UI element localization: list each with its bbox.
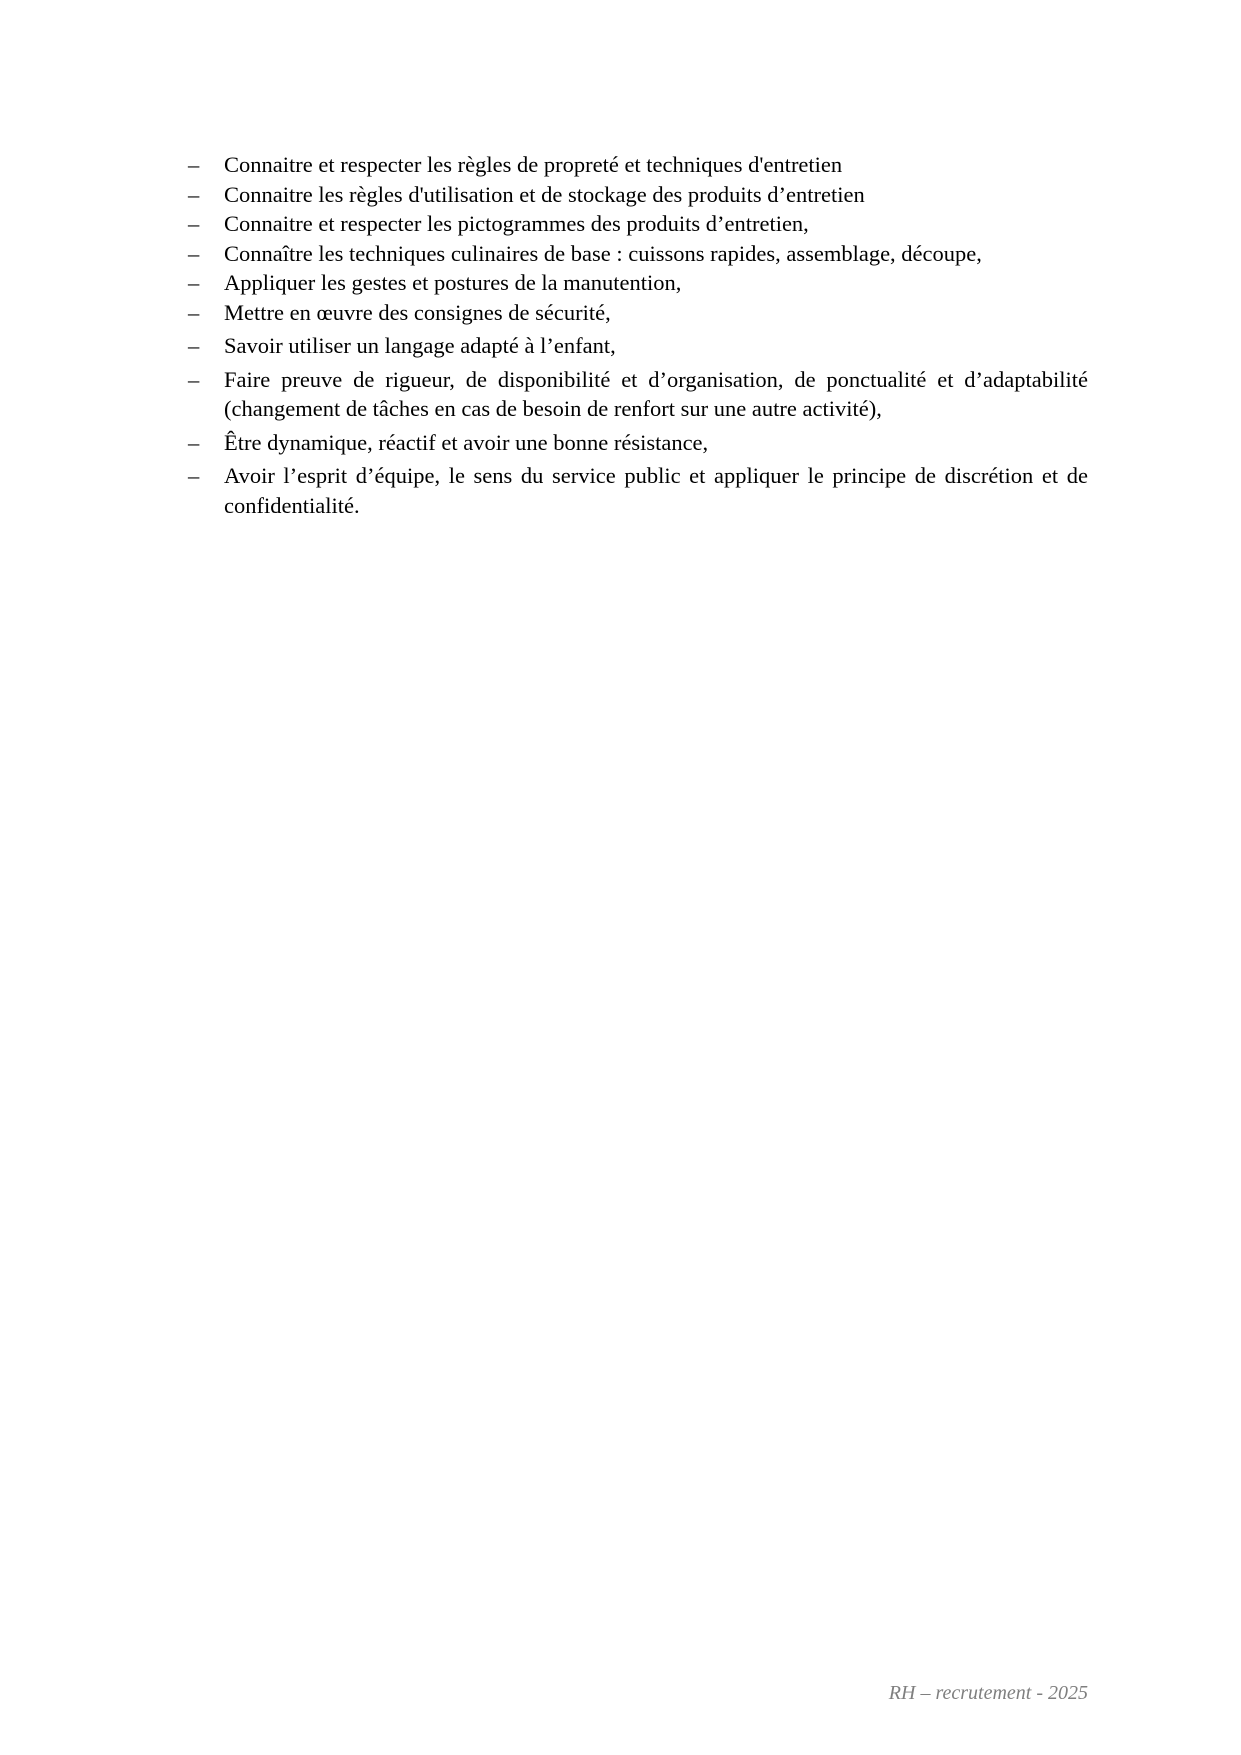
list-item	[188, 331, 1088, 361]
bullet-dash: –	[188, 299, 200, 325]
list-item-text: Être dynamique, réactif et avoir une bonne résistance,	[224, 429, 709, 455]
list-item	[188, 461, 1088, 520]
bullet-dash: –	[188, 211, 200, 236]
list-item-text: Connaitre et respecter les règles de propreté et techniques d'entretien	[224, 152, 843, 177]
list-item-text: Connaitre et respecter les pictogrammes des produits d’entretien,	[224, 211, 809, 236]
bullet-dash: –	[188, 152, 200, 177]
list-item-text: Mettre en œuvre des consignes de sécurité,	[224, 299, 611, 325]
list-item	[188, 365, 1088, 424]
list-item	[188, 298, 1088, 328]
list-item-text: Connaître les techniques culinaires de base : cuissons rapides, assemblage, découpe,	[224, 240, 982, 266]
bullet-dash: –	[188, 270, 200, 295]
bullet-dash: –	[188, 429, 200, 455]
list-item	[188, 209, 1088, 239]
list-item-text: Connaitre les règles d'utilisation et de stockage des produits d’entretien	[224, 181, 865, 207]
list-item	[188, 428, 1088, 458]
skills-list	[188, 150, 1088, 520]
list-item	[188, 180, 1088, 210]
page-footer: RH – recrutement - 2025	[888, 1682, 1088, 1704]
bullet-dash: –	[188, 333, 200, 358]
list-item-text: Savoir utiliser un langage adapté à l’enfant,	[224, 333, 616, 358]
list-item	[188, 268, 1088, 298]
list-item-text: Faire preuve de rigueur, de disponibilité et d’organisation, de ponctualité et d’adaptabilité (changement de tâches en cas de besoin de renfort sur une autre activité),	[224, 366, 1088, 421]
bullet-dash: –	[188, 240, 200, 266]
list-item-text: Avoir l’esprit d’équipe, le sens du service public et appliquer le principe de discrétion et de confidentialité.	[224, 463, 1088, 518]
bullet-dash: –	[188, 366, 200, 392]
list-item	[188, 239, 1088, 269]
list-item	[188, 150, 1088, 180]
bullet-dash: –	[188, 181, 200, 207]
bullet-dash: –	[188, 463, 200, 488]
list-item-text: Appliquer les gestes et postures de la manutention,	[224, 270, 682, 295]
